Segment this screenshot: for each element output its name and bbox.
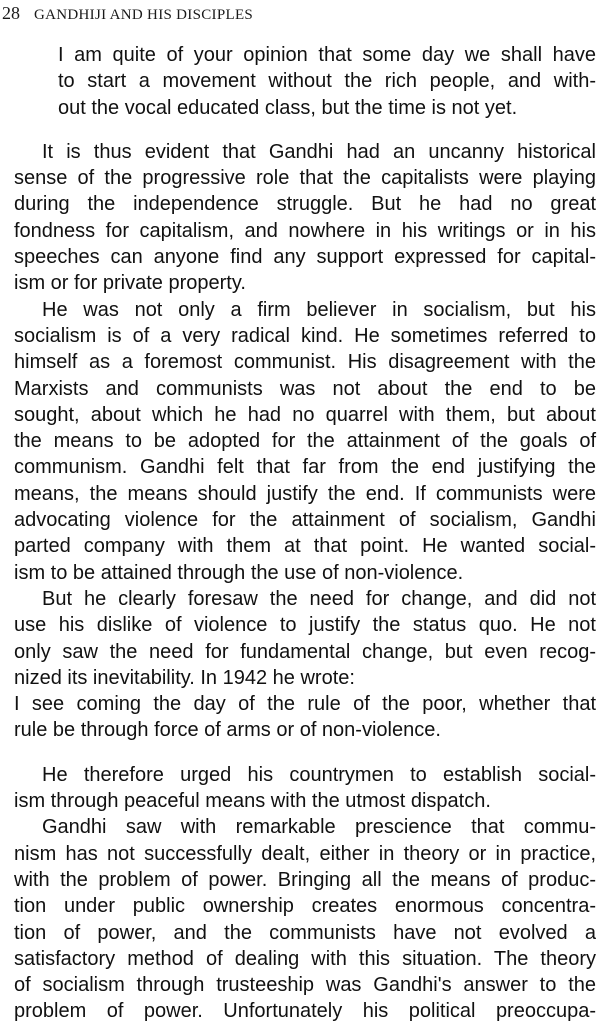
block-quote-1 — [14, 42, 596, 121]
text-line: advocating violence for the attainment of socialism, Gandhi — [14, 509, 596, 532]
text-line: parted company with them at that point. He wanted social- — [14, 535, 596, 558]
text-line: during the independence struggle. But he had no great — [14, 193, 596, 216]
text-line: sought, about which he had no quarrel with them, but about — [14, 403, 596, 426]
text-line: problem of power. Unfortunately his political preoccupa- — [14, 1000, 596, 1023]
text-line: He was not only a firm believer in socialism, but his — [42, 298, 596, 321]
text-line: sense of the progressive role that the capitalists were playing — [14, 167, 596, 190]
text-line: of socialism through trusteeship was Gandhi's answer to the — [14, 974, 596, 997]
text-line: Marxists and communists was not about the end to be — [14, 377, 596, 400]
text-line: to start a movement without the rich people, and with- — [58, 70, 596, 93]
text-line: socialism is of a very radical kind. He sometimes referred to — [14, 324, 596, 347]
paragraph — [14, 586, 596, 691]
text-line: nism has not successfully dealt, either in theory or in practice, — [14, 842, 596, 865]
text-line: fondness for capitalism, and nowhere in his writings or in his — [14, 219, 596, 242]
text-line: the means to be adopted for the attainment of the goals of — [14, 430, 596, 453]
text-line: satisfactory method of dealing with this situation. The theory — [14, 947, 596, 970]
text-line: speeches can anyone find any support expressed for capital- — [14, 246, 596, 269]
paragraph — [14, 297, 596, 586]
text-line: with the problem of power. Bringing all the means of produc- — [14, 868, 596, 891]
page-body — [14, 42, 596, 1025]
text-line: He therefore urged his countrymen to establish social- — [42, 763, 596, 786]
text-line: It is thus evident that Gandhi had an uncanny historical — [42, 140, 596, 163]
text-line: rule be through force of arms or of non-violence. — [14, 719, 441, 742]
paragraph — [14, 139, 596, 297]
text-line: himself as a foremost communist. His disagreement with the — [14, 351, 596, 374]
text-line: ism to be attained through the use of non-violence. — [14, 561, 464, 584]
page-header — [2, 3, 253, 24]
text-line: ism or for private property. — [14, 272, 246, 295]
text-line: communism. Gandhi felt that far from the end justifying the — [14, 456, 596, 479]
text-line: out the vocal educated class, but the time is not yet. — [58, 96, 518, 119]
text-line: ism through peaceful means with the utmost dispatch. — [14, 790, 491, 813]
text-line: I am quite of your opinion that some day we shall have — [58, 44, 596, 66]
text-line: nized its inevitability. In 1942 he wrote: — [14, 666, 355, 689]
text-line: means, the means should justify the end. If communists were — [14, 482, 596, 505]
paragraph — [14, 762, 596, 815]
text-line: tion of power, and the communists have not evolved a — [14, 921, 596, 944]
block-quote-2 — [14, 691, 596, 744]
text-line: tion under public ownership creates enormous concentra- — [14, 895, 596, 918]
text-line: only saw the need for fundamental change, but even recog- — [14, 640, 596, 663]
text-line: use his dislike of violence to justify the status quo. He not — [14, 614, 596, 637]
text-line: Gandhi saw with remarkable prescience that commu- — [42, 816, 596, 839]
paragraph — [14, 814, 596, 1024]
text-line: But he clearly foresaw the need for change, and did not — [42, 587, 596, 610]
page-number: 28 — [2, 3, 20, 23]
running-title: GANDHIJI AND HIS DISCIPLES — [34, 7, 254, 23]
text-line: I see coming the day of the rule of the poor, whether that — [14, 693, 596, 716]
